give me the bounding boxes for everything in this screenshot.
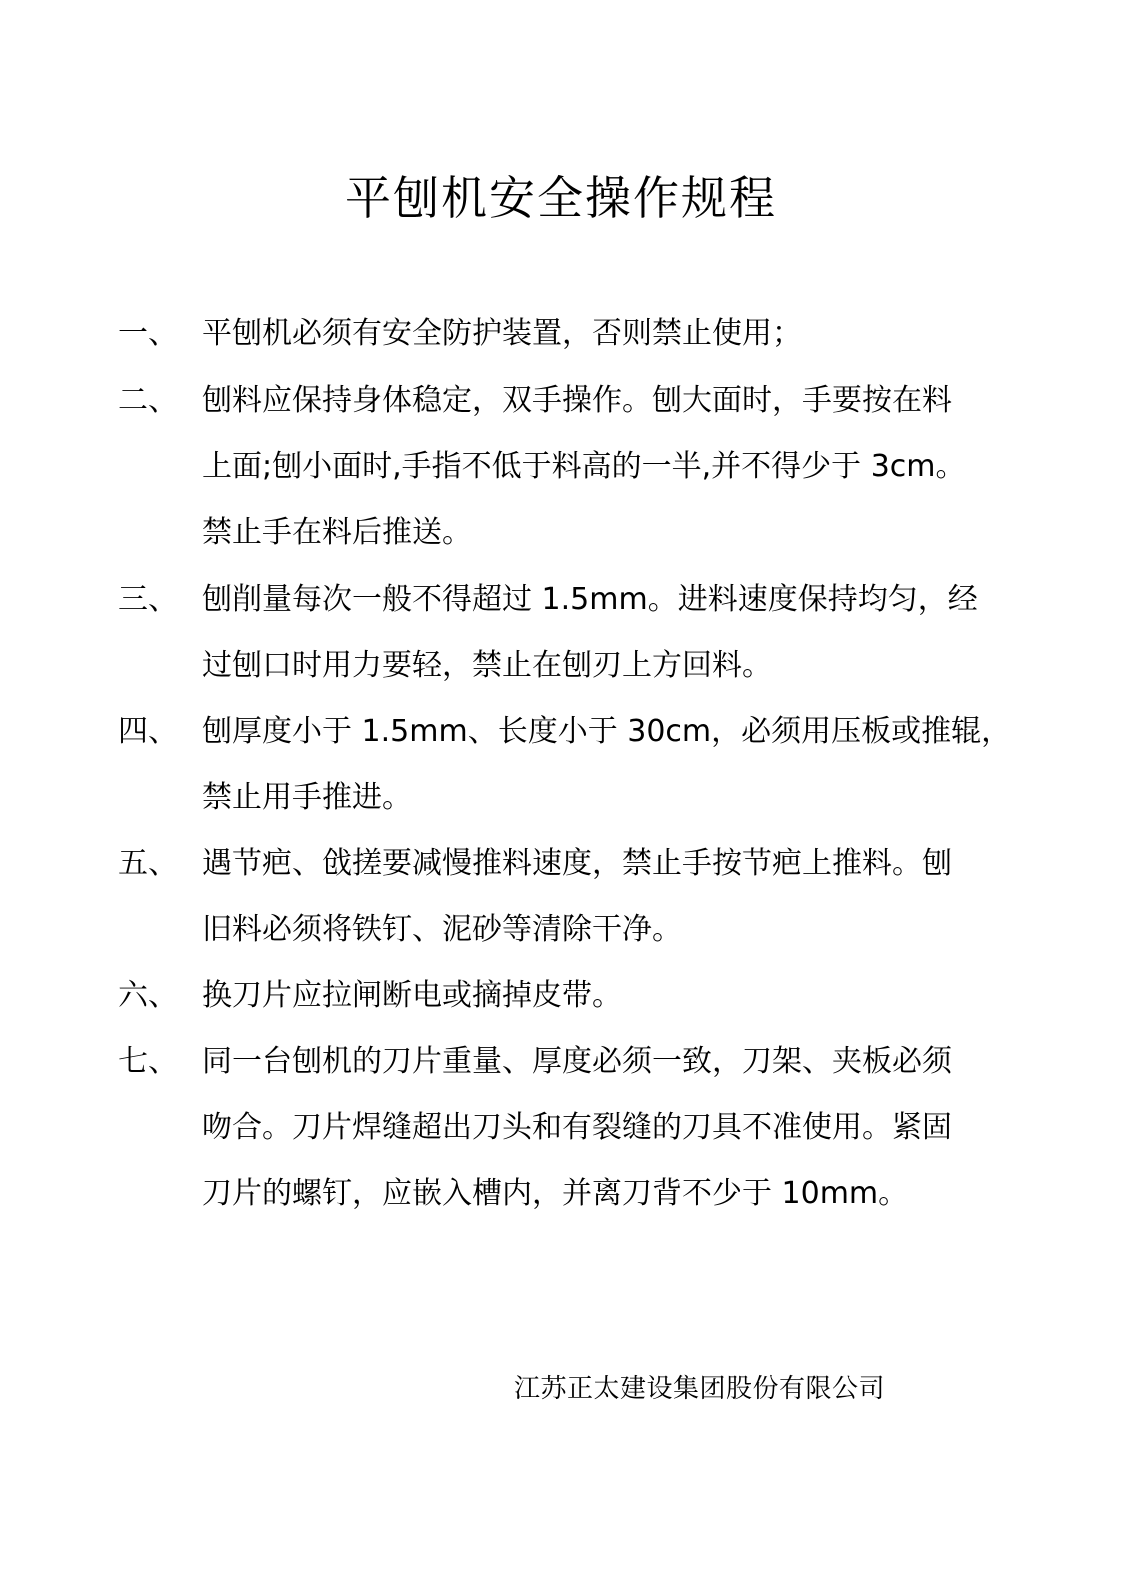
rule-text-line: 旧料必须将铁钉、泥砂等清除干净。 <box>202 912 682 947</box>
rule-text-line: 刨厚度小于 1.5mm、长度小于 30cm，必须用压板或推辊， <box>202 714 1012 749</box>
rule-number: 四、 <box>118 714 178 749</box>
company-name: 江苏正太建设集团股份有限公司 <box>514 1374 886 1404</box>
rule-text-line: 遇节疤、戗搓要减慢推料速度，禁止手按节疤上推料。刨 <box>202 846 952 881</box>
rule-text-line: 过刨口时用力要轻，禁止在刨刃上方回料。 <box>202 648 772 683</box>
rule-text-line: 刀片的螺钉，应嵌入槽内，并离刀背不少于 10mm。 <box>202 1176 909 1211</box>
rule-number: 五、 <box>118 846 178 881</box>
rule-number: 六、 <box>118 978 178 1013</box>
rule-text-line: 上面;刨小面时,手指不低于料高的一半,并不得少于 3cm。 <box>202 449 966 484</box>
rule-text-line: 刨料应保持身体稳定，双手操作。刨大面时，手要按在料 <box>202 383 952 418</box>
rule-number: 七、 <box>118 1044 178 1079</box>
rule-text-line: 禁止手在料后推送。 <box>202 515 472 550</box>
rule-number: 三、 <box>118 582 178 617</box>
rule-text-line: 吻合。刀片焊缝超出刀头和有裂缝的刀具不准使用。紧固 <box>202 1110 952 1145</box>
rule-number: 二、 <box>118 383 178 418</box>
rule-text-line: 换刀片应拉闸断电或摘掉皮带。 <box>202 978 622 1013</box>
rule-text-line: 禁止用手推进。 <box>202 780 412 815</box>
rule-text-line: 平刨机必须有安全防护装置，否则禁止使用； <box>202 316 802 351</box>
rule-number: 一、 <box>118 316 178 351</box>
document-title: 平刨机安全操作规程 <box>345 171 777 225</box>
rule-text-line: 刨削量每次一般不得超过 1.5mm。进料速度保持均匀，经 <box>202 582 978 617</box>
rule-text-line: 同一台刨机的刀片重量、厚度必须一致，刀架、夹板必须 <box>202 1044 952 1079</box>
